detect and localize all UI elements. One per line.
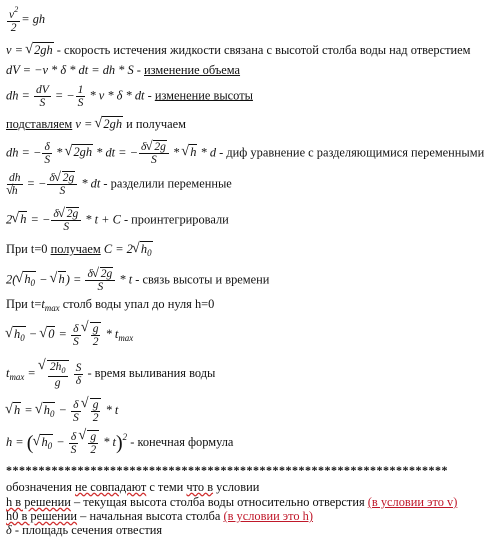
tmax-condition: При $t=t_{max}$ столб воды упал до нуля h=0 (6, 297, 215, 313)
formula-diff-equation: dh = − $\frac{\delta}{S}$ * √ 2gh * dt = − $\frac{\delta√ 2g}{S}$ * √ h * d - диф уравнение с разделяющимися переменными (6, 141, 484, 166)
substitute-line: подставляем v = √ 2gh и получаем (6, 118, 186, 130)
note-h0: h0 в решении – начальная высота столба (в условии это h) (6, 509, 313, 523)
formula-tmax-equation: √ $h_0$ − √ 0 = $\frac{\delta}{S}$ √ $\frac{g}{2}$ * $t_{max}$ (6, 322, 133, 348)
formula-separated: dh √ h = − $\frac{\delta√ 2g}{S}$ * dt - разделили переменные (6, 172, 232, 197)
formula-v2-over-2: $\frac{v^2}{2}$ = gh (9, 5, 46, 35)
note-h: h в решении – текущая высота столба воды относительно отверстия (в условии это v) (6, 495, 458, 509)
formula-integrated: 2√ h = − $\frac{\delta√ 2g}{S}$ * t + C - проинтегрировали (6, 208, 229, 233)
formula-sqrt-h: √ h = √ $h_0$ − $\frac{\delta}{S}$ √ $\frac{g}{2}$ * t (6, 398, 118, 424)
formula-height-time-relation: 2(√ $h_0$ − √ h) = $\frac{\delta√ 2g}{S}$ * t - связь высоты и времени (6, 268, 269, 293)
formula-tmax: $t_{max}$ = √ $\frac{2h_0}{g}$ $\frac{S}{\delta}$ - время выливания воды (6, 360, 215, 389)
formula-final: h = (√ $h_0$ − $\frac{\delta}{S}$ √ $\frac{g}{2}$ * t)$^2$ - конечная формула (6, 430, 233, 456)
note-notations: обозначения не совпадают с теми что в условии (6, 480, 260, 494)
formula-velocity: v = √ 2gh - скорость истечения жидкости связана с высотой столба воды над отверстием (6, 44, 471, 56)
initial-condition: При t=0 получаем C = 2√ $h_0$ (6, 243, 153, 258)
formula-volume-change: dV = −v * δ * dt = dh * S - изменение объема (6, 63, 241, 77)
note-delta: δ - площадь сечения отвестия (6, 523, 163, 537)
separator-stars: ******************************************************************** (6, 463, 448, 477)
formula-height-change: dh = $\frac{dV}{S}$ = − $\frac{1}{S}$ * v * δ * dt - изменение высоты (6, 84, 253, 110)
